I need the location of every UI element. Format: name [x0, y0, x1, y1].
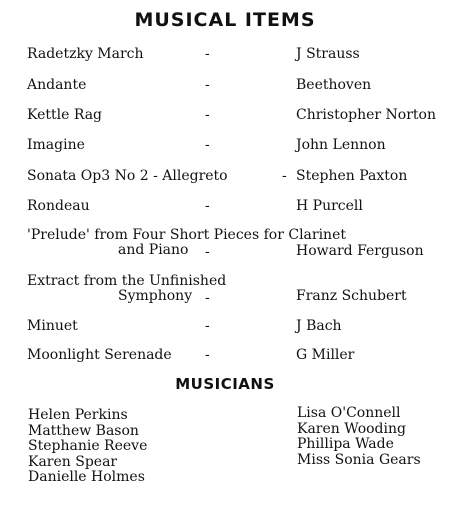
piece-title: Moonlight Serenade — [27, 347, 172, 363]
separator-dash: - — [205, 198, 210, 214]
musician-name: Miss Sonia Gears — [297, 451, 421, 468]
separator-dash: - — [205, 318, 210, 334]
piece-title-line1: 'Prelude' from Four Short Pieces for Clarinet — [27, 227, 346, 243]
musicians-list-right — [297, 406, 421, 468]
musician-name: Karen Wooding — [297, 420, 406, 437]
composer-name: Christopher Norton — [296, 107, 436, 123]
musician-name: Karen Spear — [28, 453, 118, 470]
musicians-heading: MUSICIANS — [175, 375, 275, 393]
composer-name: J Bach — [296, 318, 342, 334]
musician-name: Helen Perkins — [28, 407, 128, 423]
piece-title: Andante — [27, 77, 87, 93]
piece-title-line2: Symphony — [118, 288, 193, 304]
separator-dash: - — [205, 347, 210, 363]
separator-dash: - — [205, 77, 210, 93]
piece-title-line1: Extract from the Unfinished — [27, 273, 227, 289]
musician-name: Danielle Holmes — [28, 469, 145, 485]
piece-title: Kettle Rag — [27, 107, 103, 123]
musicians-list-left — [28, 408, 147, 486]
separator-dash: - — [282, 168, 287, 184]
separator-dash: - — [205, 107, 210, 123]
composer-name: G Miller — [296, 347, 355, 363]
separator-dash: - — [205, 137, 210, 153]
composer-name: Howard Ferguson — [296, 243, 424, 259]
musical-item — [0, 137, 450, 171]
composer-name: H Purcell — [296, 198, 363, 214]
separator-dash: - — [205, 46, 210, 62]
piece-title: Rondeau — [27, 198, 90, 214]
composer-name: John Lennon — [296, 137, 386, 153]
musical-item — [0, 228, 450, 264]
composer-name: J Strauss — [296, 46, 360, 62]
piece-title-line2: and Piano — [118, 242, 189, 258]
piece-title — [27, 274, 226, 304]
piece-title: Sonata Op3 No 2 - Allegreto — [27, 168, 228, 184]
composer-name: Stephen Paxton — [296, 168, 408, 184]
musical-item — [0, 107, 450, 141]
piece-title: Radetzky March — [27, 46, 144, 62]
separator-dash: - — [205, 290, 210, 306]
musical-item — [0, 46, 450, 80]
page-title: MUSICAL ITEMS — [134, 9, 316, 31]
musical-item — [0, 274, 450, 310]
piece-title: Minuet — [27, 318, 78, 334]
musician-name: Lisa O'Connell — [297, 405, 401, 421]
musician-name: Matthew Bason — [28, 422, 139, 439]
piece-title: Imagine — [27, 137, 85, 153]
separator-dash: - — [205, 244, 210, 260]
composer-name: Beethoven — [296, 77, 372, 93]
musical-item — [0, 77, 450, 111]
musician-name: Stephanie Reeve — [28, 438, 148, 454]
composer-name: Franz Schubert — [296, 288, 407, 304]
musical-item — [0, 168, 450, 202]
musician-name: Phillipa Wade — [297, 436, 394, 452]
